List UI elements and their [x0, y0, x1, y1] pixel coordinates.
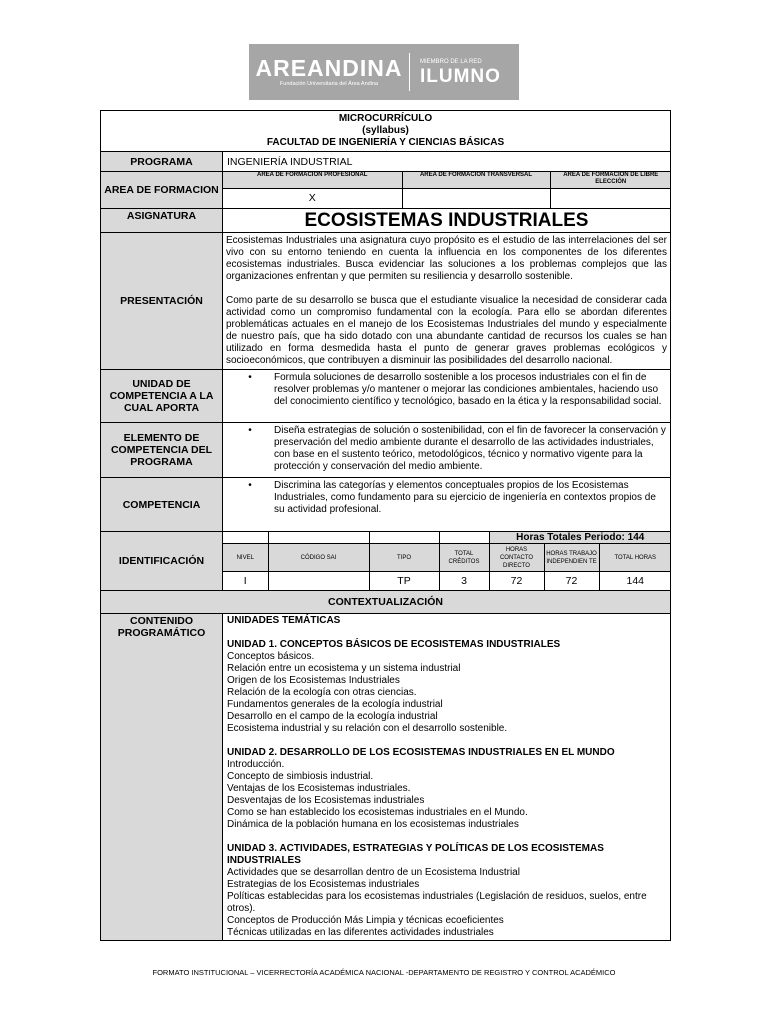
- unit-topic: Técnicas utilizadas en las diferentes actividades industriales: [227, 926, 494, 938]
- unit-topic: Políticas establecidas para los ecosistemas industriales (Legislación de residuos, suelos, entre otros).: [227, 890, 647, 914]
- identificacion-grid: [223, 532, 671, 591]
- unit-topic: Desarrollo en el campo de la ecología industrial: [227, 710, 438, 722]
- col-codigo-sai: CÓDIGO SAI: [268, 544, 369, 572]
- area-options: [223, 172, 671, 209]
- header-title: MICROCURRÍCULO: [338, 113, 433, 124]
- logo-network: ILUMNO: [420, 65, 501, 87]
- unit-topic: Relación de la ecología con otras ciencias.: [227, 686, 417, 698]
- header-faculty: FACULTAD DE INGENIERÍA Y CIENCIAS BÁSICAS: [266, 137, 505, 148]
- contextualizacion-row: [101, 590, 671, 613]
- horas-independiente-value: 72: [544, 572, 599, 590]
- presentacion-paragraph-1: Ecosistemas Industriales una asignatura cuyo propósito es el estudio de las interrelaciones del ser vivo con su entorno teniendo en cuenta la influencia en los componentes de los diferentes ecosistemas industriales. Busca evidenciar las soluciones a los problemas complejos que las organizaciones enfrentan y que permiten su resiliencia y desarrollo sostenible.: [226, 235, 667, 282]
- unit-title: UNIDAD 3. ACTIVIDADES, ESTRATEGIAS Y POLÍTICAS DE LOS ECOSISTEMAS INDUSTRIALES: [227, 842, 604, 866]
- identificacion-row: [101, 532, 671, 591]
- competencia-text: [223, 478, 671, 532]
- presentacion-paragraph-2: Como parte de su desarrollo se busca que el estudiante visualice la necesidad de considerar cada actividad como un compromiso fundamental con la ecología. Para ello se abordan diferentes problemáticas actuales en el manejo de los Ecosistemas Industriales del mundo y especialmente de nuestro país, que ha sido dotado con una abundante cantidad de recursos los cuales se han utilizado en forma desmedida hasta el punto de generar graves problemas ecológicos y socioeconómicos, que contribuyen a disminuir las posibilidades del desarrollo nacional.: [226, 295, 667, 366]
- page-footer: FORMATO INSTITUCIONAL – VICERRECTORÍA ACADÉMICA NACIONAL -DEPARTAMENTO DE REGISTRO Y CONTROL ACADÉMICO: [152, 968, 616, 977]
- competencia-label: COMPETENCIA: [101, 478, 223, 532]
- identificacion-values-row: [223, 572, 671, 590]
- unit-topic: Dinámica de la población humana en los ecosistemas industriales: [227, 818, 519, 830]
- asignatura-label: ASIGNATURA: [101, 209, 223, 233]
- total-horas-value: 144: [599, 572, 671, 590]
- codigo-sai-value: [268, 572, 369, 590]
- col-total-horas: TOTAL HORAS: [599, 544, 671, 572]
- unit-topic: Como se han establecido los ecosistemas industriales en el Mundo.: [227, 806, 528, 818]
- area-mark: X: [223, 188, 402, 208]
- unit-topic: Actividades que se desarrollan dentro de un Ecosistema Industrial: [227, 866, 520, 878]
- institution-logo: [249, 44, 519, 100]
- presentacion-text: [223, 233, 671, 370]
- syllabus-header: [101, 111, 671, 152]
- elemento-competencia-label: ELEMENTO DE COMPETENCIA DEL PROGRAMA: [101, 423, 223, 478]
- unidad-competencia-row: [101, 370, 671, 423]
- tipo-value: TP: [369, 572, 439, 590]
- contenido-row: [101, 613, 671, 940]
- area-col-transversal: AREA DE FORMACION TRANSVERSAL: [402, 172, 550, 188]
- unit-topic: Desventajas de los Ecosistemas industriales: [227, 794, 425, 806]
- elemento-competencia-item: Diseña estrategias de solución o sostenibilidad, con el fin de favorecer la conservación y preservación del medio ambiente durante el desarrollo de las actividades industriales, con base en el sustento teórico, metodológicos, técnico y normativo vigente para la protección y conservación del medio ambiente.: [274, 425, 666, 472]
- unit-topic: Introducción.: [227, 758, 285, 770]
- elemento-competencia-row: [101, 423, 671, 478]
- competencia-item: Discrimina las categorías y elementos conceptuales propios de los Ecosistemas Industriales, como fundamento para su ejercicio de ingeniería en contextos propios de su actividad profesional.: [274, 480, 656, 515]
- horas-totales: Horas Totales Periodo: 144: [489, 532, 671, 544]
- area-col-profesional: AREA DE FORMACION PROFESIONAL: [223, 172, 402, 188]
- logo-brand-sub: Fundación Universitaria del Área Andina: [279, 81, 379, 87]
- nivel-value: I: [223, 572, 268, 590]
- unidad-competencia-item: Formula soluciones de desarrollo sostenible a los procesos industriales con el fin de resolver problemas y/o mantener o mejorar las condiciones ambientales, haciendo uso del conocimiento científico y tecnológico, basado en la ética y la responsabilidad social.: [274, 372, 662, 407]
- bullet-icon: •: [248, 425, 252, 436]
- unit-topic: Estrategias de los Ecosistemas industriales: [227, 878, 420, 890]
- asignatura-row: [101, 209, 671, 233]
- unidad-competencia-text: [223, 370, 671, 423]
- unit-topic: Ecosistema industrial y su relación con el desarrollo sostenible.: [227, 722, 508, 734]
- contenido-label: CONTENIDO PROGRAMÁTICO: [101, 613, 223, 940]
- unit-topic: Concepto de simbiosis industrial.: [227, 770, 374, 782]
- unidad-competencia-label: UNIDAD DE COMPETENCIA A LA CUAL APORTA: [101, 370, 223, 423]
- area-row: [101, 172, 671, 209]
- header-row: [101, 111, 671, 152]
- unit-title: UNIDAD 1. CONCEPTOS BÁSICOS DE ECOSISTEMAS INDUSTRIALES: [227, 638, 561, 650]
- header-subtitle: (syllabus): [362, 125, 409, 136]
- unit-topic: Ventajas de los Ecosistemas industriales.: [227, 782, 411, 794]
- areandina-logo: [249, 44, 409, 100]
- col-total-creditos: TOTAL CRÉDITOS: [439, 544, 489, 572]
- area-label: AREA DE FORMACION: [101, 172, 223, 209]
- unit-topic: Fundamentos generales de la ecología industrial: [227, 698, 443, 710]
- ilumno-logo: [410, 58, 519, 87]
- unit-topic: Conceptos básicos.: [227, 650, 315, 662]
- bullet-icon: •: [248, 372, 252, 383]
- logo-member-text: MIEMBRO DE LA RED: [420, 58, 482, 65]
- programa-label: PROGRAMA: [101, 152, 223, 172]
- unit-title: UNIDAD 2. DESARROLLO DE LOS ECOSISTEMAS INDUSTRIALES EN EL MUNDO: [227, 746, 615, 758]
- competencia-row: [101, 478, 671, 532]
- horas-contacto-value: 72: [489, 572, 544, 590]
- contenido-text: [223, 613, 671, 940]
- identificacion-header-row: [223, 544, 671, 572]
- course-title: ECOSISTEMAS INDUSTRIALES: [223, 209, 671, 233]
- presentacion-label: PRESENTACIÓN: [101, 233, 223, 370]
- col-nivel: NIVEL: [223, 544, 268, 572]
- unidades-tematicas-heading: UNIDADES TEMÁTICAS: [227, 614, 341, 626]
- programa-row: [101, 152, 671, 172]
- presentacion-row: [101, 233, 671, 370]
- syllabus-table: [100, 110, 671, 941]
- contextualizacion-heading: CONTEXTUALIZACIÓN: [101, 590, 671, 613]
- elemento-competencia-text: [223, 423, 671, 478]
- programa-value: INGENIERÍA INDUSTRIAL: [223, 152, 671, 172]
- area-col-libre: AREA DE FORMACION DE LIBRE ELECCIÓN: [550, 172, 671, 188]
- col-horas-independiente: HORAS TRABAJO INDEPENDIEN TE: [544, 544, 599, 572]
- unit-topic: Relación entre un ecosistema y un sistema industrial: [227, 662, 461, 674]
- units-list: [227, 639, 666, 939]
- logo-brand: AREANDINA: [255, 55, 403, 81]
- identificacion-label: IDENTIFICACIÓN: [101, 532, 223, 591]
- unit-topic: Conceptos de Producción Más Limpia y técnicas ecoeficientes: [227, 914, 504, 926]
- col-tipo: TIPO: [369, 544, 439, 572]
- bullet-icon: •: [248, 480, 252, 491]
- unit-topic: Origen de los Ecosistemas Industriales: [227, 674, 400, 686]
- col-horas-contacto: HORAS CONTACTO DIRECTO: [489, 544, 544, 572]
- total-creditos-value: 3: [439, 572, 489, 590]
